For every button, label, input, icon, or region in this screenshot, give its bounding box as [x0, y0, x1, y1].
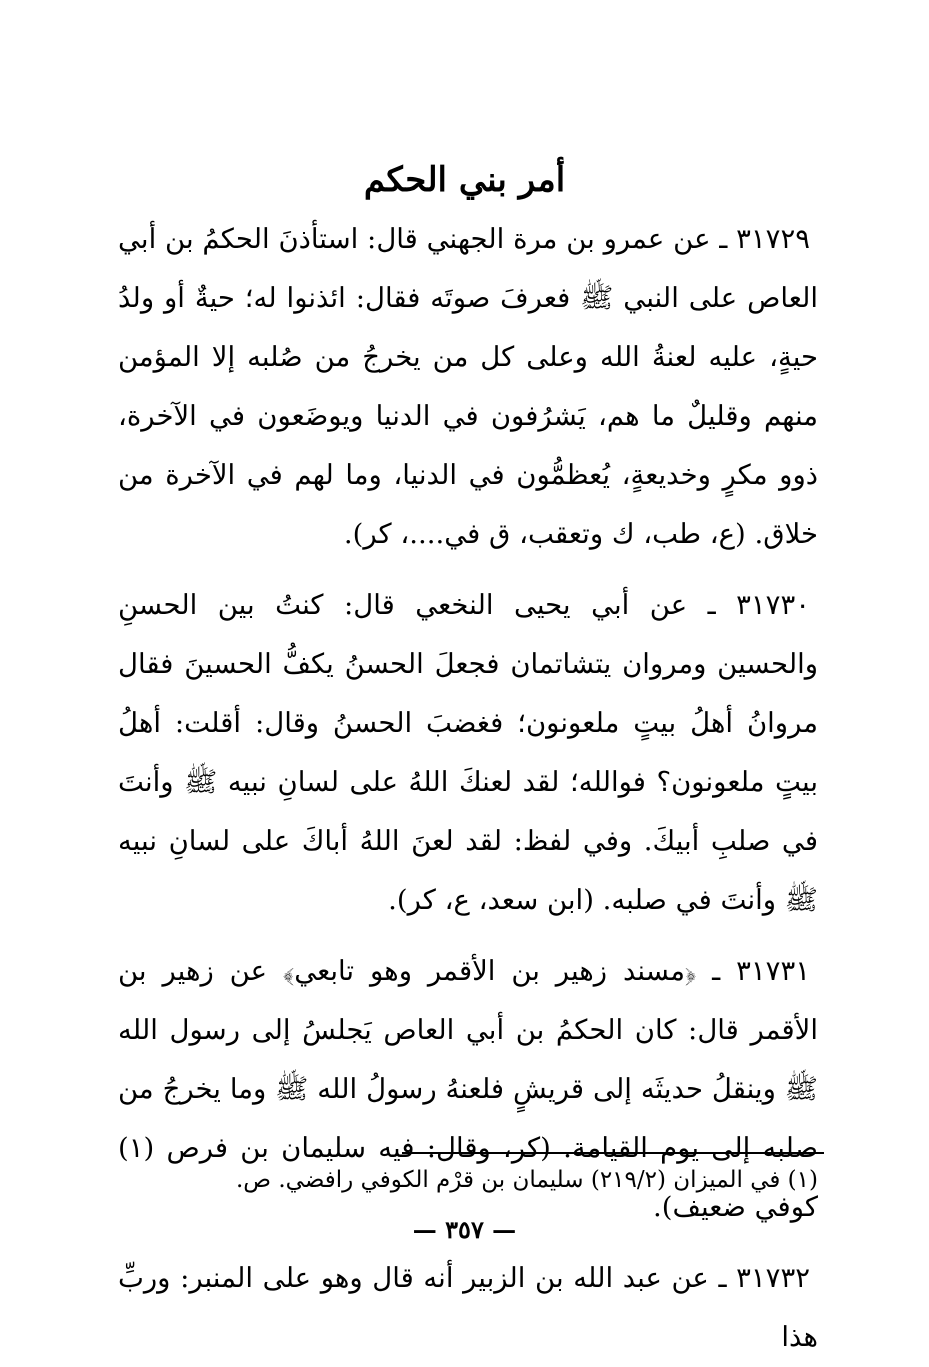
hadith-paragraph-31730: ٣١٧٣٠ ـ عن أبي يحيى النخعي قال: كنتُ بين الحسنِ والحسين ومروان يتشاتمان فجعلَ الحسنُ يكفُّ الحسينَ فقال مروانُ أهلُ بيتٍ ملعونون؛ فغضبَ الحسنُ وقال: أقلت: أهلُ بيتٍ ملعونون؟ فوالله؛ لقد لعنكَ اللهُ على لسانِ نبيه ﷺ وأنتَ في صلبِ أبيكَ. وفي لفظ: لقد لعنَ اللهُ أباكَ على لسانِ نبيه ﷺ وأنتَ في صلبه. (ابن سعد، ع، كر). — [118, 589, 818, 916]
chapter-title: أمر بني الحكم — [363, 160, 566, 200]
hadith-paragraph-31729: ٣١٧٢٩ ـ عن عمرو بن مرة الجهني قال: استأذنَ الحكمُ بن أبي العاص على النبي ﷺ فعرفَ صوتَه فقال: ائذنوا له؛ حيةٌ أو ولدُ حيةٍ، عليه لعنةُ الله وعلى كل من يخرجُ من صُلبه إلا المؤمن منهم وقليلٌ ما هم، يَشرُفون في الدنيا ويوضَعون في الآخرة، ذوو مكرٍ وخديعةٍ، يُعظمُّون في الدنيا، وما لهم في الآخرة من خلاق. (ع، طب، ك وتعقب، ق في....، كر). — [118, 223, 818, 550]
footnote: (١) في الميزان (٢١٩/٢) سليمان بن قرْم الكوفي رافضي. ص. — [235, 1167, 818, 1193]
page-number: — ٣٥٧ — — [412, 1215, 517, 1244]
footnote-divider — [402, 1152, 824, 1154]
hadith-paragraph-31732: ٣١٧٣٢ ـ عن عبد الله بن الزبير أنه قال وهو على المنبر: وربِّ هذا — [118, 1262, 818, 1353]
hadith-paragraph-31731: ٣١٧٣١ ـ ﴿مسند زهير بن الأقمر وهو تابعي﴾ عن زهير بن الأقمر قال: كان الحكمُ بن أبي العاص يَجلسُ إلى رسول الله ﷺ وينقلُ حديثَه إلى قريشٍ فلعنهُ رسولُ الله ﷺ وما يخرجُ من صلبه إلى يوم القيامة. (كر، وقال: فيه سليمان بن فرص (١) كوفي ضعيف). — [118, 955, 818, 1223]
